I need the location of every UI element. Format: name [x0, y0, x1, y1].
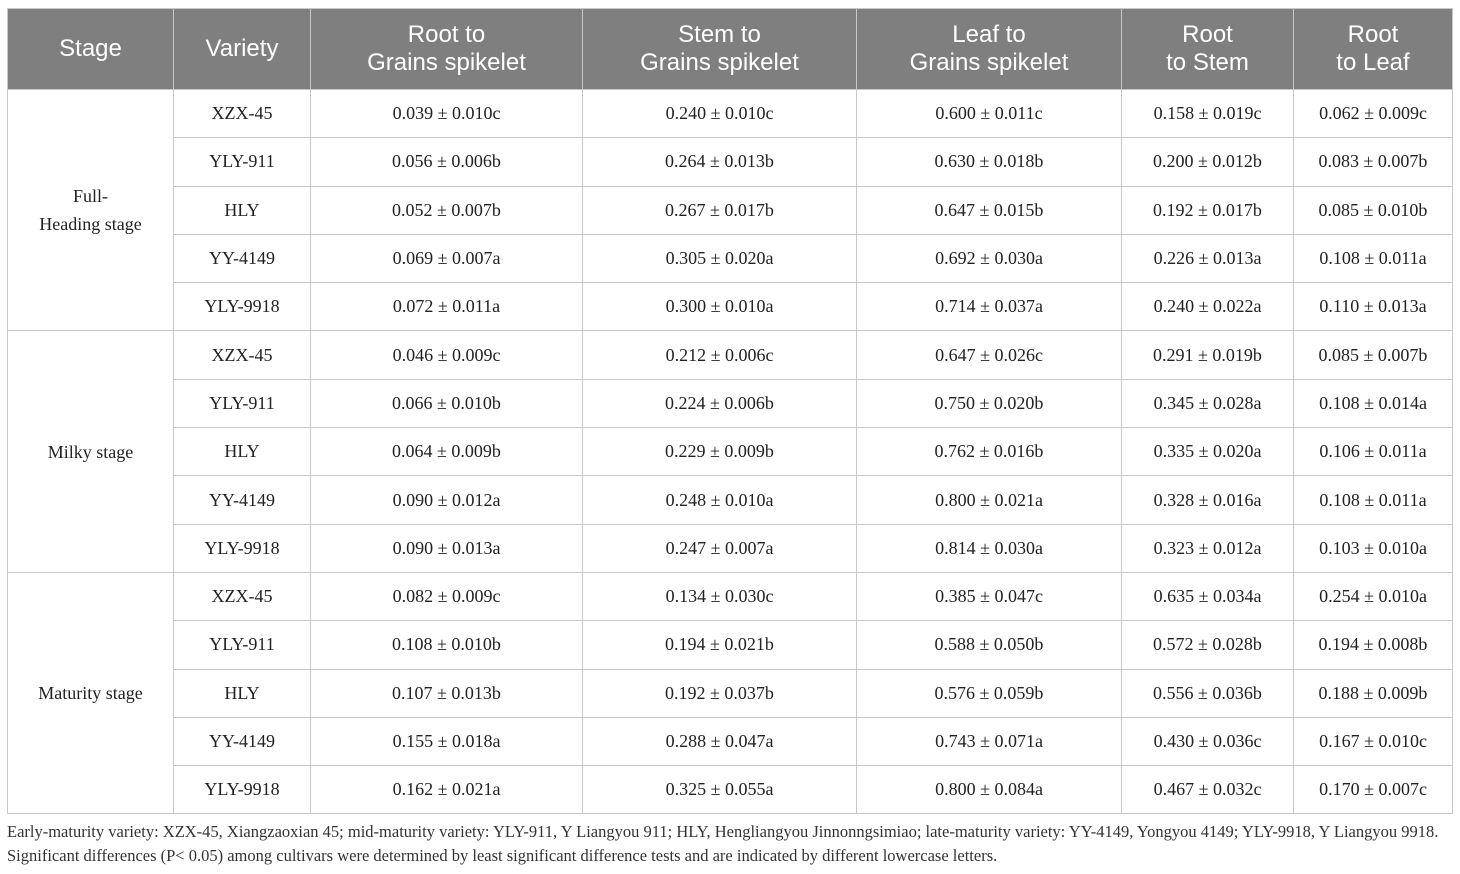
value-cell: 0.264 ± 0.013b [583, 138, 857, 186]
value-cell: 0.714 ± 0.037a [857, 283, 1122, 331]
table-row [8, 186, 1453, 234]
value-cell: 0.134 ± 0.030c [583, 572, 857, 620]
value-cell: 0.066 ± 0.010b [311, 379, 583, 427]
header-leaf-to-grains: Leaf to Grains spikelet [857, 9, 1122, 90]
value-cell: 0.556 ± 0.036b [1122, 669, 1294, 717]
header-root-to-grains: Root to Grains spikelet [311, 9, 583, 90]
value-cell: 0.323 ± 0.012a [1122, 524, 1294, 572]
variety-cell: YLY-9918 [174, 283, 311, 331]
variety-cell: YLY-911 [174, 379, 311, 427]
value-cell: 0.167 ± 0.010c [1294, 717, 1453, 765]
table-row [8, 524, 1453, 572]
value-cell: 0.108 ± 0.010b [311, 621, 583, 669]
value-cell: 0.229 ± 0.009b [583, 428, 857, 476]
value-cell: 0.200 ± 0.012b [1122, 138, 1294, 186]
value-cell: 0.082 ± 0.009c [311, 572, 583, 620]
value-cell: 0.062 ± 0.009c [1294, 90, 1453, 138]
value-cell: 0.158 ± 0.019c [1122, 90, 1294, 138]
value-cell: 0.108 ± 0.014a [1294, 379, 1453, 427]
header-root-to-leaf: Root to Leaf [1294, 9, 1453, 90]
value-cell: 0.085 ± 0.007b [1294, 331, 1453, 379]
value-cell: 0.085 ± 0.010b [1294, 186, 1453, 234]
value-cell: 0.572 ± 0.028b [1122, 621, 1294, 669]
value-cell: 0.046 ± 0.009c [311, 331, 583, 379]
value-cell: 0.254 ± 0.010a [1294, 572, 1453, 620]
table-row [8, 331, 1453, 379]
variety-cell: YY-4149 [174, 717, 311, 765]
value-cell: 0.106 ± 0.011a [1294, 428, 1453, 476]
value-cell: 0.588 ± 0.050b [857, 621, 1122, 669]
variety-cell: YLY-9918 [174, 766, 311, 814]
value-cell: 0.600 ± 0.011c [857, 90, 1122, 138]
value-cell: 0.194 ± 0.021b [583, 621, 857, 669]
value-cell: 0.194 ± 0.008b [1294, 621, 1453, 669]
header-stem-to-grains: Stem to Grains spikelet [583, 9, 857, 90]
variety-cell: XZX-45 [174, 331, 311, 379]
value-cell: 0.247 ± 0.007a [583, 524, 857, 572]
value-cell: 0.647 ± 0.026c [857, 331, 1122, 379]
value-cell: 0.188 ± 0.009b [1294, 669, 1453, 717]
value-cell: 0.762 ± 0.016b [857, 428, 1122, 476]
value-cell: 0.630 ± 0.018b [857, 138, 1122, 186]
value-cell: 0.814 ± 0.030a [857, 524, 1122, 572]
value-cell: 0.212 ± 0.006c [583, 331, 857, 379]
value-cell: 0.072 ± 0.011a [311, 283, 583, 331]
header-stage: Stage [8, 9, 174, 90]
value-cell: 0.155 ± 0.018a [311, 717, 583, 765]
value-cell: 0.743 ± 0.071a [857, 717, 1122, 765]
variety-cell: YY-4149 [174, 234, 311, 282]
value-cell: 0.224 ± 0.006b [583, 379, 857, 427]
variety-cell: YLY-911 [174, 138, 311, 186]
value-cell: 0.108 ± 0.011a [1294, 476, 1453, 524]
value-cell: 0.800 ± 0.021a [857, 476, 1122, 524]
variety-cell: HLY [174, 669, 311, 717]
value-cell: 0.110 ± 0.013a [1294, 283, 1453, 331]
value-cell: 0.240 ± 0.010c [583, 90, 857, 138]
stage-label-full-heading: Full- Heading stage [8, 90, 174, 331]
value-cell: 0.288 ± 0.047a [583, 717, 857, 765]
value-cell: 0.064 ± 0.009b [311, 428, 583, 476]
table-row [8, 717, 1453, 765]
table-row [8, 283, 1453, 331]
stage-label-maturity: Maturity stage [8, 572, 174, 813]
table-row [8, 476, 1453, 524]
value-cell: 0.039 ± 0.010c [311, 90, 583, 138]
value-cell: 0.300 ± 0.010a [583, 283, 857, 331]
variety-cell: XZX-45 [174, 572, 311, 620]
value-cell: 0.635 ± 0.034a [1122, 572, 1294, 620]
table-row [8, 138, 1453, 186]
table-row [8, 428, 1453, 476]
value-cell: 0.056 ± 0.006b [311, 138, 583, 186]
value-cell: 0.467 ± 0.032c [1122, 766, 1294, 814]
variety-cell: YLY-911 [174, 621, 311, 669]
header-row [8, 9, 1453, 90]
value-cell: 0.325 ± 0.055a [583, 766, 857, 814]
variety-cell: HLY [174, 186, 311, 234]
value-cell: 0.291 ± 0.019b [1122, 331, 1294, 379]
table-footnote: Early-maturity variety: XZX-45, Xiangzaoxian 45; mid-maturity variety: YLY-911, Y Liangyou 911; HLY, Hengliangyou Jinnonngsimiao; late-maturity variety: YY-4149, Yongyou 4149; YLY-9918, Y Liangyou 9918. Significant differences (P< 0.05) among cultivars were determined by least significant difference tests and are indicated by different lowercase letters. [7, 822, 1439, 865]
table-row [8, 379, 1453, 427]
value-cell: 0.090 ± 0.013a [311, 524, 583, 572]
value-cell: 0.052 ± 0.007b [311, 186, 583, 234]
stage-label-milky: Milky stage [8, 331, 174, 572]
value-cell: 0.335 ± 0.020a [1122, 428, 1294, 476]
table-row [8, 621, 1453, 669]
value-cell: 0.692 ± 0.030a [857, 234, 1122, 282]
value-cell: 0.305 ± 0.020a [583, 234, 857, 282]
value-cell: 0.345 ± 0.028a [1122, 379, 1294, 427]
header-variety: Variety [174, 9, 311, 90]
table-row [8, 669, 1453, 717]
table-row [8, 572, 1453, 620]
variety-cell: YLY-9918 [174, 524, 311, 572]
table-row [8, 766, 1453, 814]
value-cell: 0.108 ± 0.011a [1294, 234, 1453, 282]
value-cell: 0.328 ± 0.016a [1122, 476, 1294, 524]
value-cell: 0.192 ± 0.037b [583, 669, 857, 717]
value-cell: 0.248 ± 0.010a [583, 476, 857, 524]
value-cell: 0.226 ± 0.013a [1122, 234, 1294, 282]
data-table-container [7, 8, 1452, 814]
value-cell: 0.192 ± 0.017b [1122, 186, 1294, 234]
value-cell: 0.800 ± 0.084a [857, 766, 1122, 814]
value-cell: 0.267 ± 0.017b [583, 186, 857, 234]
value-cell: 0.069 ± 0.007a [311, 234, 583, 282]
value-cell: 0.090 ± 0.012a [311, 476, 583, 524]
table-row [8, 90, 1453, 138]
value-cell: 0.385 ± 0.047c [857, 572, 1122, 620]
value-cell: 0.430 ± 0.036c [1122, 717, 1294, 765]
variety-cell: HLY [174, 428, 311, 476]
table-row [8, 234, 1453, 282]
value-cell: 0.162 ± 0.021a [311, 766, 583, 814]
value-cell: 0.750 ± 0.020b [857, 379, 1122, 427]
header-root-to-stem: Root to Stem [1122, 9, 1294, 90]
value-cell: 0.170 ± 0.007c [1294, 766, 1453, 814]
value-cell: 0.240 ± 0.022a [1122, 283, 1294, 331]
value-cell: 0.107 ± 0.013b [311, 669, 583, 717]
variety-cell: XZX-45 [174, 90, 311, 138]
value-cell: 0.647 ± 0.015b [857, 186, 1122, 234]
value-cell: 0.103 ± 0.010a [1294, 524, 1453, 572]
value-cell: 0.576 ± 0.059b [857, 669, 1122, 717]
value-cell: 0.083 ± 0.007b [1294, 138, 1453, 186]
variety-cell: YY-4149 [174, 476, 311, 524]
translocation-table [7, 8, 1453, 814]
